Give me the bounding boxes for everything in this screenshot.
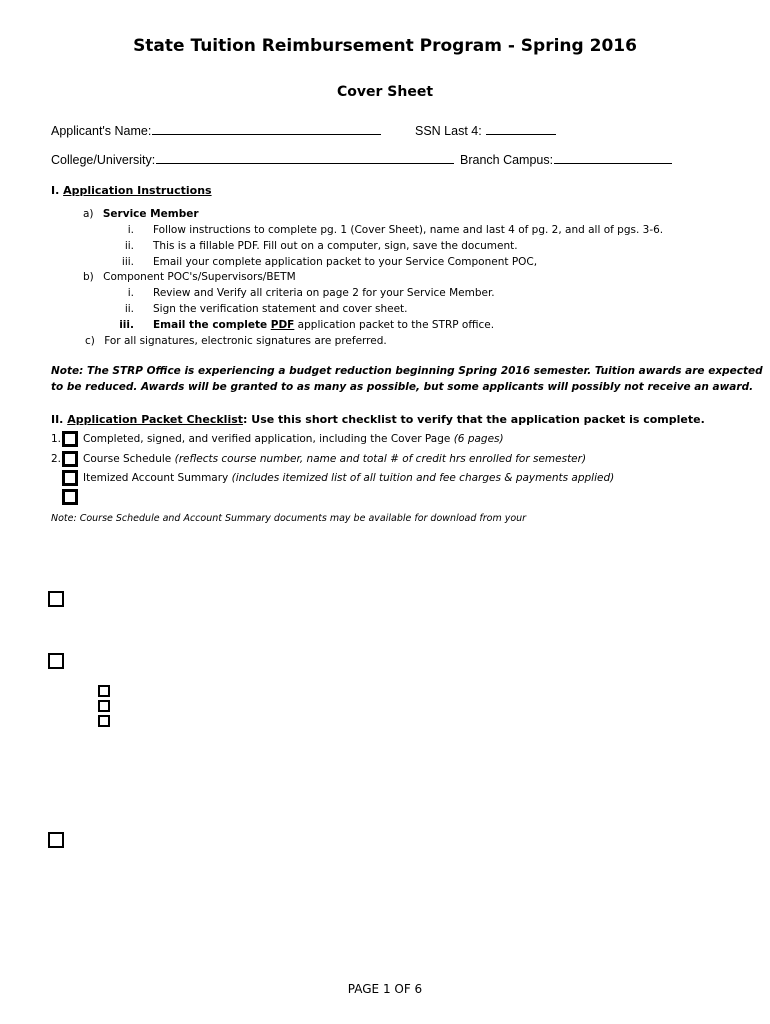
applicant-name-row: [51, 122, 381, 138]
page-footer: PAGE 1 OF 6: [347, 982, 423, 996]
college-label: College/University:: [51, 153, 156, 167]
item-b-ii-num: ii.: [124, 303, 134, 315]
form-checkbox-5[interactable]: [98, 715, 110, 727]
budget-note-line-2: to be reduced. Awards will be granted to as many as possible, but some applicants will possibly not receive an award.: [51, 381, 754, 393]
form-checkbox-3[interactable]: [98, 685, 110, 697]
budget-note-line-1: Note: The STRP Office is experiencing a budget reduction beginning Spring 2016 semester. Tuition awards are expected: [51, 365, 763, 377]
checklist-item-1-text: Completed, signed, and verified application, including the Cover Page (6 pages): [83, 433, 504, 445]
page-subtitle: Cover Sheet: [336, 84, 434, 100]
applicant-name-label: Applicant's Name:: [51, 124, 152, 138]
checklist-item-3-checkbox[interactable]: [62, 470, 78, 486]
branch-field[interactable]: [554, 151, 672, 164]
item-b: b) Component POC's/Supervisors/BETM: [83, 271, 296, 283]
checklist-item-2-checkbox[interactable]: [62, 451, 78, 467]
item-a-i-text: Follow instructions to complete pg. 1 (Cover Sheet), name and last 4 of pg. 2, and all of pgs. 3-6.: [153, 224, 664, 236]
item-c: c) For all signatures, electronic signatures are preferred.: [85, 335, 387, 347]
pdf-link[interactable]: PDF: [270, 319, 295, 331]
item-b-iii-num: iii.: [119, 319, 134, 331]
branch-label: Branch Campus:: [460, 153, 554, 167]
checklist-item-2-text: Course Schedule (reflects course number, name and total # of credit hrs enrolled for semester): [83, 453, 587, 465]
checklist-item-1-num: 1.: [51, 433, 62, 445]
branch-row: [460, 151, 672, 167]
page-title: State Tuition Reimbursement Program - Spring 2016: [133, 36, 637, 56]
college-field[interactable]: [156, 151, 454, 164]
item-a: a) Service Member: [83, 208, 199, 220]
form-checkbox-1[interactable]: [48, 591, 64, 607]
item-a-ii-num: ii.: [124, 240, 134, 252]
ssn-field[interactable]: [486, 122, 556, 135]
ssn-row: [415, 122, 556, 138]
college-row: [51, 151, 454, 167]
download-note: Note: Course Schedule and Account Summary documents may be available for download from your: [51, 513, 527, 524]
item-b-iii-text: Email the complete PDF application packet to the STRP office.: [153, 319, 495, 331]
item-b-ii-text: Sign the verification statement and cover sheet.: [153, 303, 408, 315]
section-2-heading: II. Application Packet Checklist: Use this short checklist to verify that the application packet is complete.: [51, 413, 705, 426]
checklist-item-3-text: Itemized Account Summary (includes itemized list of all tuition and fee charges & payments applied): [83, 472, 615, 484]
ssn-label: SSN Last 4:: [415, 124, 482, 138]
item-a-i-num: i.: [127, 224, 134, 236]
checklist-item-1-checkbox[interactable]: [62, 431, 78, 447]
checklist-item-2-num: 2.: [51, 453, 62, 465]
item-a-iii-text: Email your complete application packet to your Service Component POC,: [153, 256, 538, 268]
checklist-extra-checkbox[interactable]: [62, 489, 78, 505]
item-b-i-text: Review and Verify all criteria on page 2 for your Service Member.: [153, 287, 495, 299]
item-a-ii-text: This is a fillable PDF. Fill out on a computer, sign, save the document.: [153, 240, 518, 252]
form-checkbox-6[interactable]: [48, 832, 64, 848]
form-checkbox-4[interactable]: [98, 700, 110, 712]
item-b-i-num: i.: [127, 287, 134, 299]
applicant-name-field[interactable]: [152, 122, 381, 135]
form-checkbox-2[interactable]: [48, 653, 64, 669]
section-1-heading: I. Application Instructions: [51, 184, 212, 197]
item-a-iii-num: iii.: [121, 256, 134, 268]
